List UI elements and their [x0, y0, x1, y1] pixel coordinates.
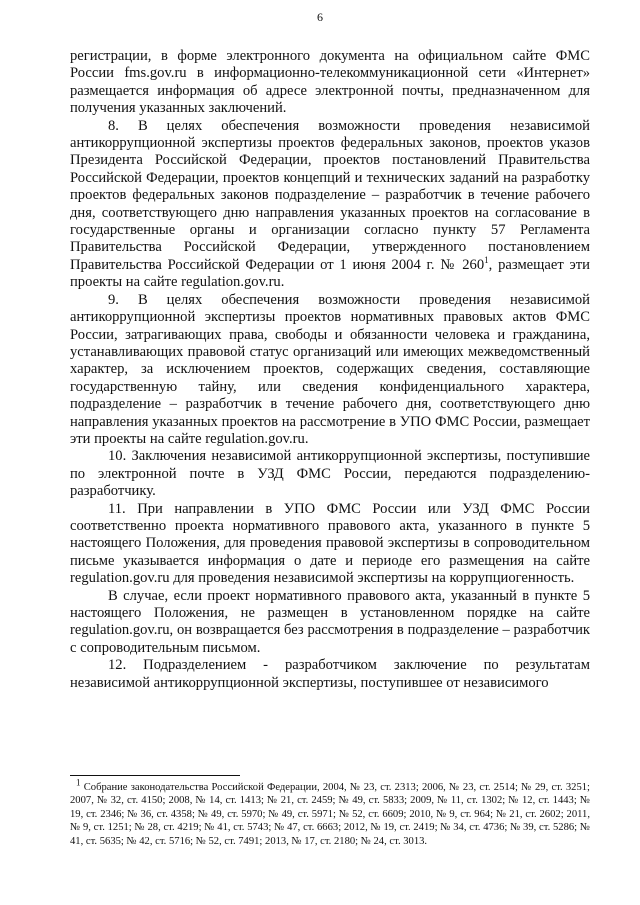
- page-number: 6: [317, 10, 323, 24]
- paragraph-10: 10. Заключения независимой антикоррупционной экспертизы, поступившие по электронной почте в УЗД ФМС России, передаются подразделению-разработчику.: [70, 448, 590, 500]
- paragraph-11: 11. При направлении в УПО ФМС России или УЗД ФМС России соответственно проекта нормативного правового акта, указанного в пункте 5 настоящего Положения, для проведения правовой экспертизы в сопроводительном письме указывается информация о дате и периоде его размещения на сайте regulation.gov.ru для проведения независимой экспертизы на коррупциогенность.: [70, 500, 590, 587]
- document-body: [70, 48, 590, 692]
- paragraph-7-continuation: регистрации, в форме электронного документа на официальном сайте ФМС России fms.gov.ru в информационно-телекоммуникационной сети «Интернет» размещается информация об адресе электронной почты, предназначенном для получения указанных заключений.: [70, 48, 590, 117]
- paragraph-8-text-end: , размещает эти проекты на сайте regulation.gov.ru.: [70, 256, 590, 291]
- footnote-body: Собрание законодательства Российской Федерации, 2004, № 23, ст. 2313; 2006, № 23, ст. 2514; № 29, ст. 3251; 2007, № 32, ст. 4150; 2008, № 14, ст. 1413; № 21, ст. 2459; № 49, ст. 5833; 2009, № 11, ст. 1302; № 12, ст. 1443; № 19, ст. 2346; № 36, ст. 4358; № 49, ст. 5970; № 49, ст. 5971; № 52, ст. 6609; 2010, № 9, ст. 964; № 21, ст. 2602; 2011, № 9, ст. 1251; № 28, ст. 4219; № 41, ст. 5743; № 47, ст. 6663; 2012, № 19, ст. 2419; № 34, ст. 4736; № 39, ст. 5286; № 41, ст. 5635; № 42, ст. 5716; № 52, ст. 7491; 2013, № 17, ст. 2180; № 24, ст. 3013.: [70, 782, 590, 847]
- paragraph-8: [70, 118, 590, 292]
- footnote-reference: 1: [484, 255, 489, 266]
- footnote-marker: 1: [76, 777, 81, 788]
- footnote-divider: [70, 775, 240, 776]
- paragraph-8-text: 8. В целях обеспечения возможности проведения независимой антикоррупционной экспертизы проектов федеральных законов, проектов указов Президента Российской Федерации, проектов постановлений Правительства Российской Федерации, проектов концепций и технических заданий на разработку проектов федеральных законов подразделение – разработчик в течение рабочего дня, соответствующего дню направления указанных проектов на согласование в государственные органы и организации согласно пункту 57 Регламента Правительства Российской Федерации, утвержденного постановлением Правительства Российской Федерации от 1 июня 2004 г. № 260: [70, 117, 590, 273]
- footnote-text: [70, 777, 590, 848]
- paragraph-12: 12. Подразделением - разработчиком заключение по результатам независимой антикоррупционной экспертизы, поступившее от независимого: [70, 657, 590, 691]
- footnote: [70, 777, 590, 848]
- paragraph-11-case: В случае, если проект нормативного правового акта, указанный в пункте 5 настоящего Положения, не размещен в установленном порядке на сайте regulation.gov.ru, он возвращается без рассмотрения в подразделение – разработчик с сопроводительным письмом.: [70, 587, 590, 656]
- paragraph-9: 9. В целях обеспечения возможности проведения независимой антикоррупционной экспертизы проектов нормативных правовых актов ФМС России, затрагивающих права, свободы и обязанности человека и гражданина, устанавливающих правовой статус организаций или имеющих межведомственный характер, за исключением проектов, содержащих сведения, составляющие государственную тайну, или сведения конфиденциального характера, подразделение – разработчик в течение рабочего дня, соответствующего дню направления указанных проектов на рассмотрение в УПО ФМС России, размещает эти проекты на сайте regulation.gov.ru.: [70, 291, 590, 447]
